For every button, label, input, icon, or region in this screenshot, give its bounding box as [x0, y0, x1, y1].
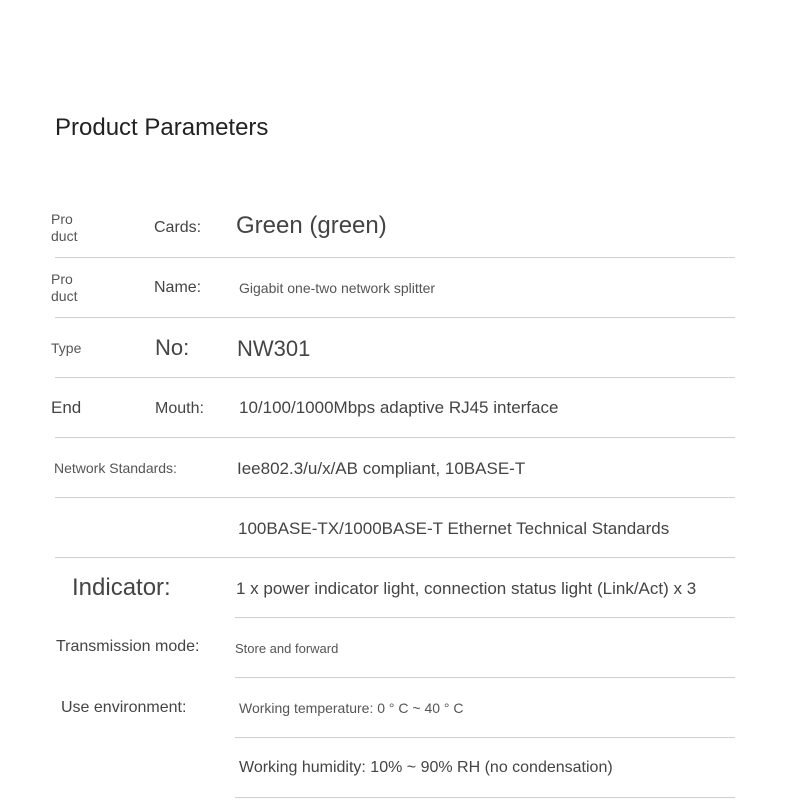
row-divider	[235, 737, 735, 738]
row-prefix-part-1: Pro	[51, 271, 73, 287]
row-value-network-standards: Iee802.3/u/x/AB compliant, 10BASE-T	[237, 459, 526, 478]
row-label-transmission-mode: Transmission mode:	[56, 638, 200, 655]
row-value-name: Gigabit one-two network splitter	[239, 280, 436, 296]
row-value-indicator: 1 x power indicator light, connection status light (Link/Act) x 3	[236, 579, 697, 598]
row-value-transmission-mode: Store and forward	[235, 641, 339, 656]
row-value-working-temperature: Working temperature: 0 ° C ~ 40 ° C	[239, 700, 464, 716]
row-value-cards: Green (green)	[236, 212, 387, 239]
row-divider	[55, 317, 735, 318]
row-label-use-environment: Use environment:	[61, 699, 187, 716]
row-divider	[55, 437, 735, 438]
row-value-model-number: NW301	[237, 336, 311, 361]
row-label-cards: Cards:	[154, 219, 202, 236]
row-label-mouth: Mouth:	[155, 400, 204, 417]
row-value-working-humidity: Working humidity: 10% ~ 90% RH (no condensation)	[239, 759, 613, 776]
row-type-prefix: Type	[51, 340, 82, 356]
row-label-no: No:	[155, 335, 190, 360]
row-product-name-prefix	[51, 271, 91, 305]
row-label-name: Name:	[154, 279, 202, 296]
row-label-network-standards: Network Standards:	[54, 460, 177, 476]
row-prefix-part-2: duct	[51, 228, 78, 244]
row-divider	[55, 377, 735, 378]
row-divider	[235, 617, 735, 618]
row-value-network-standards-continued: 100BASE-TX/1000BASE-T Ethernet Technical Standards	[238, 519, 670, 538]
row-prefix-part-2: duct	[51, 288, 78, 304]
row-divider	[55, 257, 735, 258]
row-label-indicator: Indicator:	[72, 574, 171, 601]
page-title: Product Parameters	[55, 114, 269, 141]
row-prefix-part-1: Pro	[51, 211, 73, 227]
row-end-prefix: End	[51, 398, 82, 417]
row-product-cards-prefix	[51, 211, 91, 245]
row-divider	[55, 557, 735, 558]
row-divider	[235, 797, 735, 798]
row-divider	[235, 677, 735, 678]
row-value-interface: 10/100/1000Mbps adaptive RJ45 interface	[239, 398, 559, 417]
row-divider	[55, 497, 735, 498]
